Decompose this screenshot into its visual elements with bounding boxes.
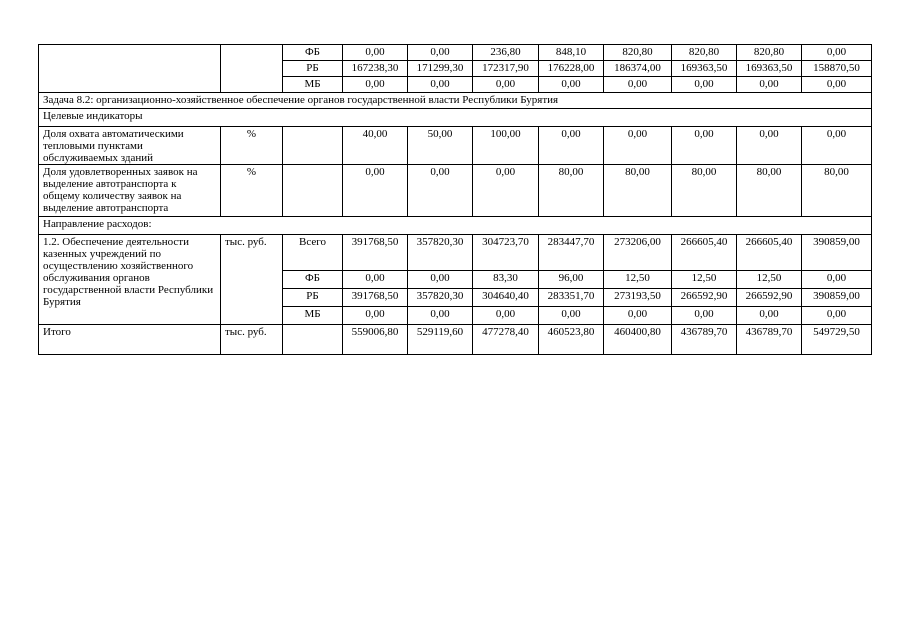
source-cell: МБ [283,307,343,325]
section-row [39,217,872,235]
value-cell: 0,00 [802,45,872,61]
source-cell [283,165,343,217]
value-cell: 460400,80 [604,325,672,355]
value-cell: 0,00 [737,77,802,93]
value-cell: 0,00 [473,307,539,325]
value-cell: 0,00 [539,307,604,325]
source-cell: Всего [283,235,343,271]
value-cell: 12,50 [737,271,802,289]
value-cell: 820,80 [737,45,802,61]
value-cell: 0,00 [343,45,408,61]
value-cell: 283447,70 [539,235,604,271]
table-row [39,45,872,61]
value-cell: 0,00 [802,77,872,93]
unit-cell: тыс. руб. [221,325,283,355]
source-cell: МБ [283,77,343,93]
value-cell: 50,00 [408,127,473,165]
value-cell: 436789,70 [672,325,737,355]
value-cell: 0,00 [802,271,872,289]
value-cell: 0,00 [343,165,408,217]
value-cell: 0,00 [604,77,672,93]
value-cell: 0,00 [737,307,802,325]
indicator-row [39,127,872,165]
value-cell: 283351,70 [539,289,604,307]
value-cell: 390859,00 [802,289,872,307]
value-cell: 304723,70 [473,235,539,271]
value-cell: 0,00 [604,307,672,325]
value-cell: 80,00 [802,165,872,217]
source-cell [283,325,343,355]
value-cell: 167238,30 [343,61,408,77]
value-cell: 0,00 [408,77,473,93]
value-cell: 176228,00 [539,61,604,77]
value-cell: 848,10 [539,45,604,61]
value-cell: 304640,40 [473,289,539,307]
value-cell: 0,00 [473,77,539,93]
value-cell: 80,00 [539,165,604,217]
value-cell: 273206,00 [604,235,672,271]
value-cell: 391768,50 [343,289,408,307]
value-cell: 820,80 [672,45,737,61]
value-cell: 0,00 [408,45,473,61]
value-cell: 169363,50 [672,61,737,77]
value-cell: 40,00 [343,127,408,165]
value-cell: 12,50 [604,271,672,289]
value-cell: 80,00 [672,165,737,217]
value-cell: 0,00 [672,77,737,93]
value-cell: 0,00 [604,127,672,165]
value-cell: 186374,00 [604,61,672,77]
name-cell [39,45,221,93]
expense-row [39,235,872,271]
indicator-name: Доля удовлетворенных заявок на выделение автотранспорта к общему количеству заявок на выделение автотранспорта [39,165,221,217]
budget-table [38,44,872,355]
value-cell: 436789,70 [737,325,802,355]
value-cell: 0,00 [802,127,872,165]
unit-cell: % [221,127,283,165]
value-cell: 266605,40 [737,235,802,271]
value-cell: 0,00 [539,127,604,165]
unit-cell [221,45,283,93]
unit-cell: % [221,165,283,217]
value-cell: 0,00 [737,127,802,165]
section-row [39,109,872,127]
value-cell: 477278,40 [473,325,539,355]
value-cell: 12,50 [672,271,737,289]
source-cell: ФБ [283,45,343,61]
section-row [39,93,872,109]
indicator-name: Доля охвата автоматическими тепловыми пунктами обслуживаемых зданий [39,127,221,165]
value-cell: 80,00 [737,165,802,217]
value-cell: 0,00 [343,307,408,325]
value-cell: 80,00 [604,165,672,217]
value-cell: 236,80 [473,45,539,61]
value-cell: 0,00 [408,271,473,289]
value-cell: 0,00 [672,307,737,325]
total-name: Итого [39,325,221,355]
indicator-row [39,165,872,217]
value-cell: 0,00 [408,307,473,325]
value-cell: 96,00 [539,271,604,289]
value-cell: 390859,00 [802,235,872,271]
value-cell: 0,00 [802,307,872,325]
value-cell: 266592,90 [737,289,802,307]
value-cell: 549729,50 [802,325,872,355]
value-cell: 172317,90 [473,61,539,77]
value-cell: 357820,30 [408,289,473,307]
source-cell: РБ [283,61,343,77]
value-cell: 0,00 [408,165,473,217]
indicators-title: Целевые индикаторы [39,109,872,127]
expenses-title: Направление расходов: [39,217,872,235]
source-cell: ФБ [283,271,343,289]
value-cell: 171299,30 [408,61,473,77]
unit-cell: тыс. руб. [221,235,283,325]
value-cell: 529119,60 [408,325,473,355]
value-cell: 391768,50 [343,235,408,271]
value-cell: 169363,50 [737,61,802,77]
value-cell: 559006,80 [343,325,408,355]
value-cell: 158870,50 [802,61,872,77]
value-cell: 100,00 [473,127,539,165]
value-cell: 266605,40 [672,235,737,271]
value-cell: 460523,80 [539,325,604,355]
source-cell [283,127,343,165]
task-title: Задача 8.2: организационно-хозяйственное обеспечение органов государственной власти Республики Бурятия [39,93,872,109]
value-cell: 266592,90 [672,289,737,307]
value-cell: 357820,30 [408,235,473,271]
value-cell: 0,00 [539,77,604,93]
value-cell: 273193,50 [604,289,672,307]
total-row [39,325,872,355]
value-cell: 0,00 [343,271,408,289]
value-cell: 0,00 [343,77,408,93]
value-cell: 820,80 [604,45,672,61]
value-cell: 83,30 [473,271,539,289]
source-cell: РБ [283,289,343,307]
document-page [38,44,871,355]
value-cell: 0,00 [672,127,737,165]
expense-name: 1.2. Обеспечение деятельности казенных учреждений по осуществлению хозяйственного обслуживания органов государственной власти Республики Бурятия [39,235,221,325]
value-cell: 0,00 [473,165,539,217]
